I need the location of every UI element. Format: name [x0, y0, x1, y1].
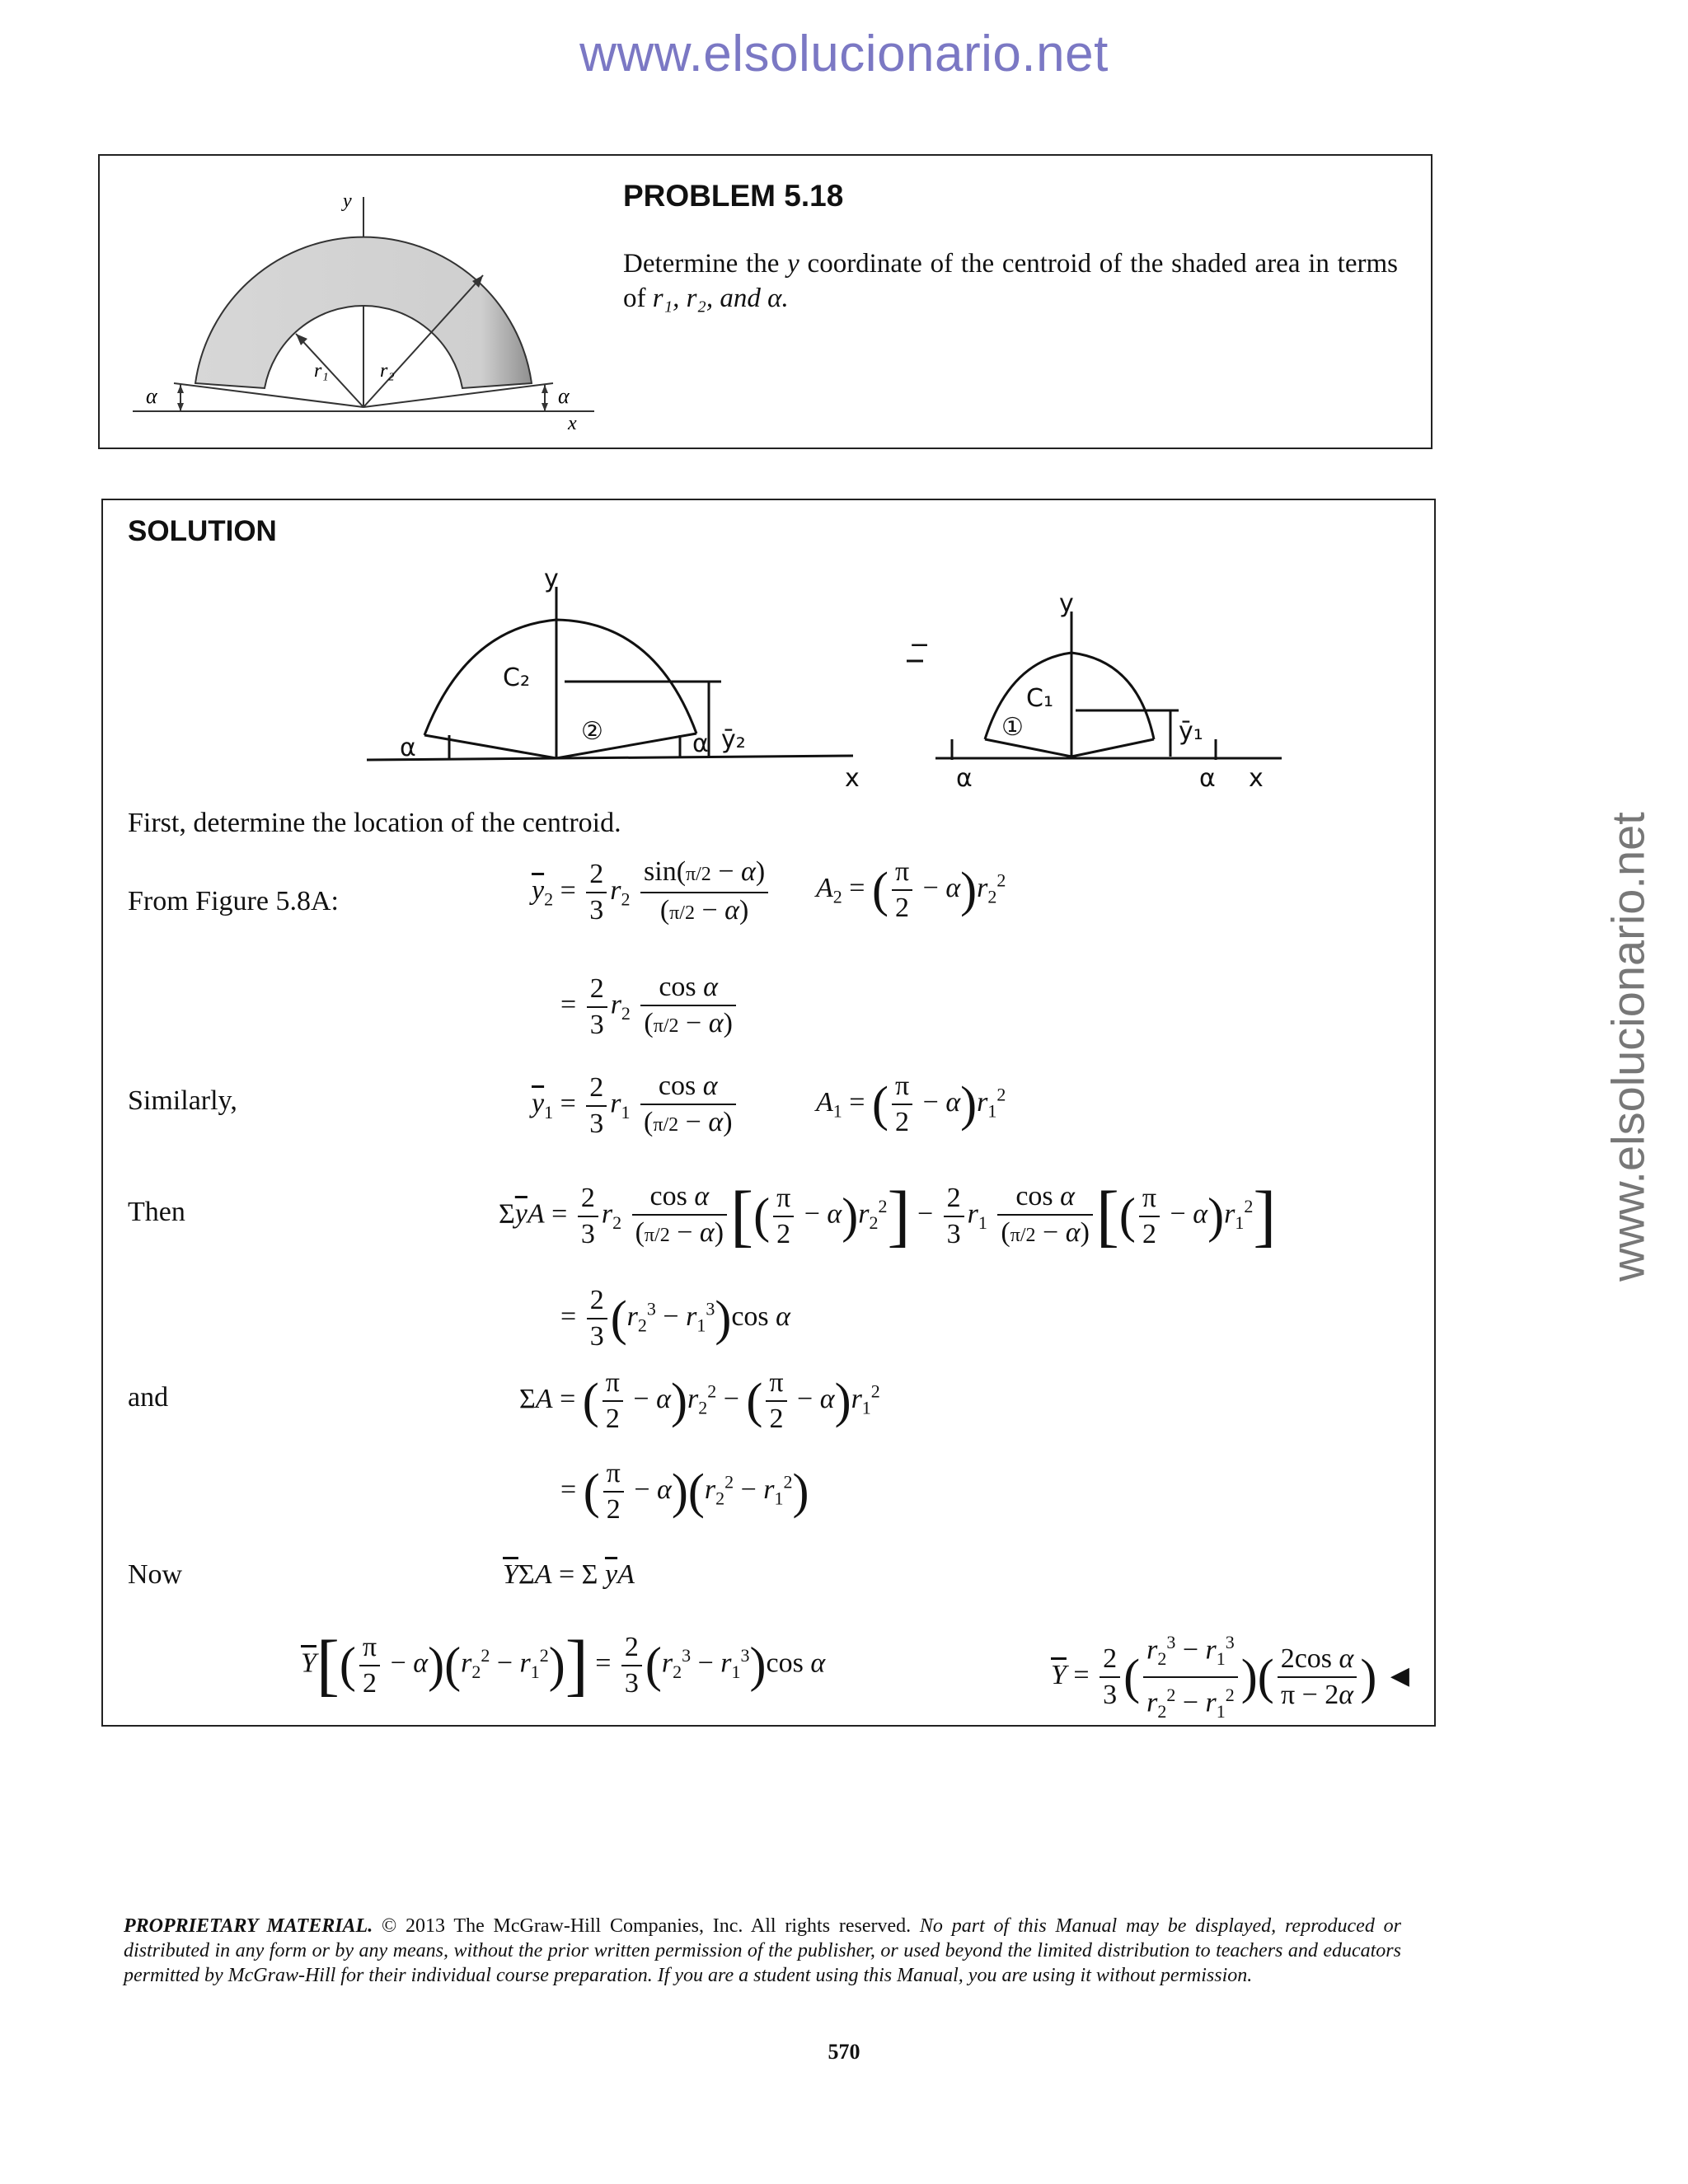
sketch-label-x1: x	[1249, 764, 1264, 793]
copyright-footer	[124, 1914, 1401, 1988]
page-number: 570	[828, 2040, 860, 2064]
eq-sum-a-simplified: = ( $\frac{\pi}{2}$ − $\alpha)(r_2^2 - r_1^2)$	[560, 1458, 809, 1525]
eq-y1bar: $\overline{y}_1$ = $\frac{2}{3}$ $r_1$ $\frac{\text{cos α}}{(\pi/2 - \alpha)}$	[532, 1069, 739, 1142]
problem-box	[98, 154, 1432, 449]
sketch-minus: −	[909, 630, 931, 659]
eq-sum-ya: $\Sigma\overline{y}A$ = $\frac{2}{3}$ $r_2$ $\frac{\text{cos α}}{(\pi/2 - \alpha)}$ [( $\frac{\pi}{2}$ − $\alpha)r_2^2$] − $\frac{2}{3}$ $r_1$ $\frac{\text{cos α}}{(\pi/2 - \alpha)}$ [( $\frac{\pi}{2}$ − $\alpha)r_1^2$]	[499, 1178, 1277, 1254]
eq-final-answer: $\overline{Y}$ = $\frac{2}{3}$ ( $\frac{r_2^3 - r_1^3}{r_2^2 - r_1^2}$ )( $\frac{\text{2cos α}}{\pi - 2\alpha}$ ) ◀	[1051, 1625, 1409, 1729]
sketch-label-x2: x	[845, 764, 860, 793]
sketch-label-alpha-1l: α	[956, 764, 973, 793]
fig-label-r2: r₂	[380, 360, 395, 382]
eq-centroid-substituted: $\overline{Y}$[( $\frac{\pi}{2}$ − $\alpha)(r_2^2 - r_1^2)$] = $\frac{2}{3}$ $(r_2^3 - r_1^3)\cos$ α	[301, 1627, 826, 1704]
fig-label-y: y	[343, 190, 352, 212]
problem-text-mid: coordinate of the centroid of the shaded area in terms of	[623, 249, 1398, 313]
fig-label-x: x	[568, 413, 577, 434]
solution-sketch	[367, 570, 1290, 793]
solution-title: SOLUTION	[128, 515, 277, 547]
label-similarly: Similarly,	[128, 1085, 237, 1116]
problem-text-pre: Determine the	[623, 249, 788, 279]
footer-italic: No part of this Manual may be displayed, reproduced or distributed in any form or by any means, without the prior written permission of the publisher, or used beyond the limited distribution to teachers and educators permitted by McGraw-Hill for their individual course preparation. If you are a student using this Manual, you are using it without permission.	[124, 1915, 1401, 1986]
fig-label-alpha-left: α	[146, 384, 157, 408]
label-now: Now	[128, 1559, 183, 1590]
sketch-label-alpha-2l: α	[400, 733, 416, 762]
eq-centroid-relation: $\overline{Y}\Sigma A = \Sigma$ $\overline{y}A$	[503, 1559, 635, 1590]
fig-label-r1: r₁	[314, 360, 329, 382]
watermark-top: www.elsolucionario.net	[579, 26, 1109, 82]
label-then: Then	[128, 1197, 185, 1227]
fig-label-alpha-right: α	[558, 384, 570, 408]
problem-figure	[116, 172, 611, 436]
sketch-label-y1bar: ȳ₁	[1179, 717, 1203, 746]
eq-sum-ya-simplified: = $\frac{2}{3}$ $(r_2^3 - r_1^3)\cos$ α	[560, 1285, 790, 1352]
sketch-label-alpha-2r: α	[692, 729, 709, 758]
problem-title: PROBLEM 5.18	[623, 179, 844, 213]
label-from-figure: From Figure 5.8A:	[128, 886, 339, 916]
eq-a2: $A_2$ = ( $\frac{\pi}{2}$ − $\alpha)r_2^2$	[816, 856, 1006, 923]
sketch-label-c2: C₂	[503, 663, 530, 692]
sketch-label-y1: y	[1059, 589, 1074, 618]
problem-text-y: y	[787, 249, 799, 279]
intro-text: First, determine the location of the centroid.	[128, 808, 621, 838]
sketch-label-alpha-1r: α	[1199, 764, 1216, 793]
sketch-label-y2bar: ȳ₂	[721, 725, 746, 754]
eq-sum-a: ΣA = ( $\frac{\pi}{2}$ − $\alpha)r_2^2$ − ( $\frac{\pi}{2}$ − $\alpha)r_1^2$	[519, 1367, 880, 1434]
solution-box	[101, 499, 1436, 1727]
watermark-side: www.elsolucionario.net	[1601, 812, 1654, 1282]
sketch-label-y2: y	[544, 570, 559, 593]
sketch-label-n1: ①	[1001, 713, 1024, 742]
answer-marker: ◀	[1390, 1661, 1409, 1690]
sketch-label-c1: C₁	[1026, 684, 1053, 713]
eq-a1: $A_1$ = ( $\frac{\pi}{2}$ − $\alpha)r_1^2$	[816, 1071, 1006, 1137]
footer-regular: © 2013 The McGraw-Hill Companies, Inc. All rights reserved.	[373, 1915, 920, 1937]
label-and: and	[128, 1382, 169, 1413]
eq-y2bar: $\overline{y}_2$ = $\frac{2}{3}$ $r_2$ $\frac{\sin(\pi/2 - \alpha)}{(\pi/2 - \alpha)}$	[532, 855, 771, 930]
sketch-label-n2: ②	[581, 717, 603, 746]
problem-statement	[623, 246, 1398, 316]
footer-bold: PROPRIETARY MATERIAL.	[124, 1915, 373, 1937]
problem-text-vars: r₁, r₂, and α.	[652, 284, 789, 313]
eq-y2bar-simplified: = $\frac{2}{3}$ $r_2$ $\frac{\text{cos α}}{(\pi/2 - \alpha)}$	[560, 970, 739, 1043]
